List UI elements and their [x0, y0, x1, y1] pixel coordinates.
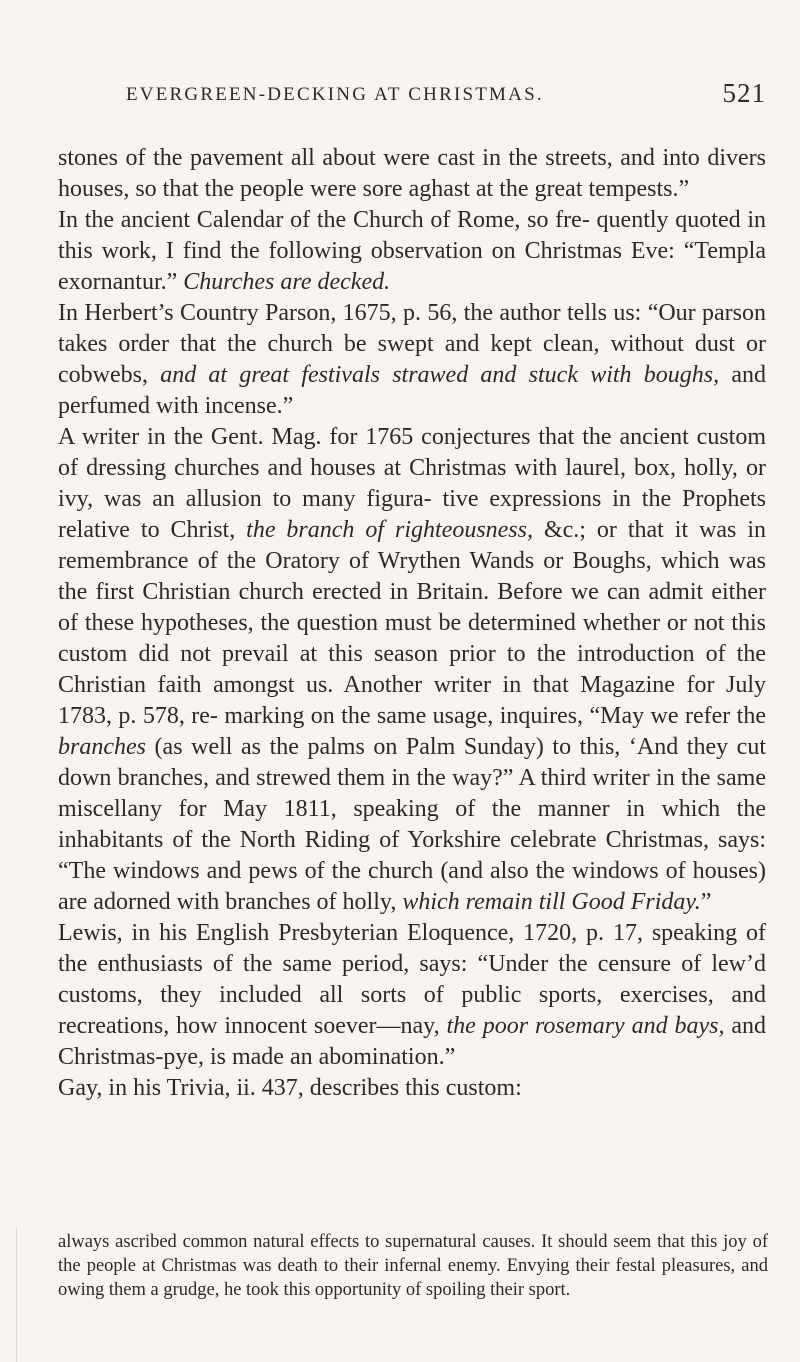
text-run: A writer in the Gent. Mag. for 1765 conjectures that the ancient custom of dressing churches and houses at Christmas with laurel, box, holly, or ivy, was an allusion to many figura- tive expressions in the Prophets relative to Christ, — [58, 424, 766, 543]
paragraph — [58, 143, 766, 205]
margin-rule — [16, 1228, 17, 1362]
footnote — [58, 1230, 768, 1302]
italic-run: branches — [58, 734, 146, 760]
paragraph — [58, 205, 766, 298]
text-run: Gay, in his Trivia, ii. 437, describes this custom: — [58, 1075, 522, 1101]
text-run: and perfumed with incense.” — [58, 362, 766, 419]
text-run: In the ancient Calendar of the Church of Rome, so fre- quently quoted in this work, I find the following observation on Christmas Eve: “Templa exornantur.” — [58, 207, 766, 295]
footnote-text: always ascribed common natural effects to supernatural causes. It should seem that this joy of the people at Christmas was death to their infernal enemy. Envying their festal pleasures, and owing them a grudge, he took this opportunity of spoiling their sport. — [58, 1232, 768, 1300]
text-run: ” — [700, 889, 712, 915]
paragraph — [58, 422, 766, 918]
paragraph — [58, 1073, 766, 1104]
text-run: &c.; or that it was in remembrance of the Oratory of Wrythen Wands or Boughs, which was the first Christian church erected in Britain. Before we can admit either of these hypotheses, the question must be determined whether or not this custom did not prevail at this season prior to the introduction of the Christian faith amongst us. Another writer in that Magazine for July 1783, p. 578, re- marking on the same usage, inquires, “May we refer the — [58, 517, 767, 729]
italic-run: the poor rosemary and bays, — [446, 1013, 725, 1039]
text-run: stones of the pavement all about were cast in the streets, and into divers houses, so that the people were sore aghast at the great tempests.” — [58, 145, 766, 202]
page-number: 521 — [722, 78, 766, 108]
italic-run: and at great festivals strawed and stuck with boughs, — [160, 362, 720, 388]
italic-run: Churches are decked. — [183, 269, 391, 295]
page-header — [60, 78, 766, 114]
text-run: (as well as the palms on Palm Sunday) to this, ‘And they cut down branches, and strewed them in the way?” A third writer in the same miscellany for May 1811, speaking of the manner in which the inhabitants of the North Riding of Yorkshire celebrate Christmas, says: “The windows and pews of the church (and also the windows of houses) are adorned with branches of holly, — [58, 734, 766, 915]
italic-run: which remain till Good Friday. — [402, 889, 701, 915]
text-run: In Herbert’s Country Parson, 1675, p. 56, the author tells us: “Our parson takes order that the church be swept and kept clean, without dust or cobwebs, — [58, 300, 766, 388]
text-run: Lewis, in his English Presbyterian Eloquence, 1720, p. 17, speaking of the enthusiasts of the same period, says: “Under the censure of lew’d customs, they included all sorts of public sports, exercises, and recreations, how innocent soever—nay, — [58, 920, 766, 1039]
paragraph — [58, 298, 766, 422]
text-run: and Christmas-pye, is made an abomination.” — [58, 1013, 767, 1070]
paragraph — [58, 918, 766, 1073]
italic-run: the branch of righteousness, — [246, 517, 533, 543]
body-text — [58, 143, 766, 1104]
running-head: EVERGREEN-DECKING AT CHRISTMAS. — [126, 84, 544, 105]
